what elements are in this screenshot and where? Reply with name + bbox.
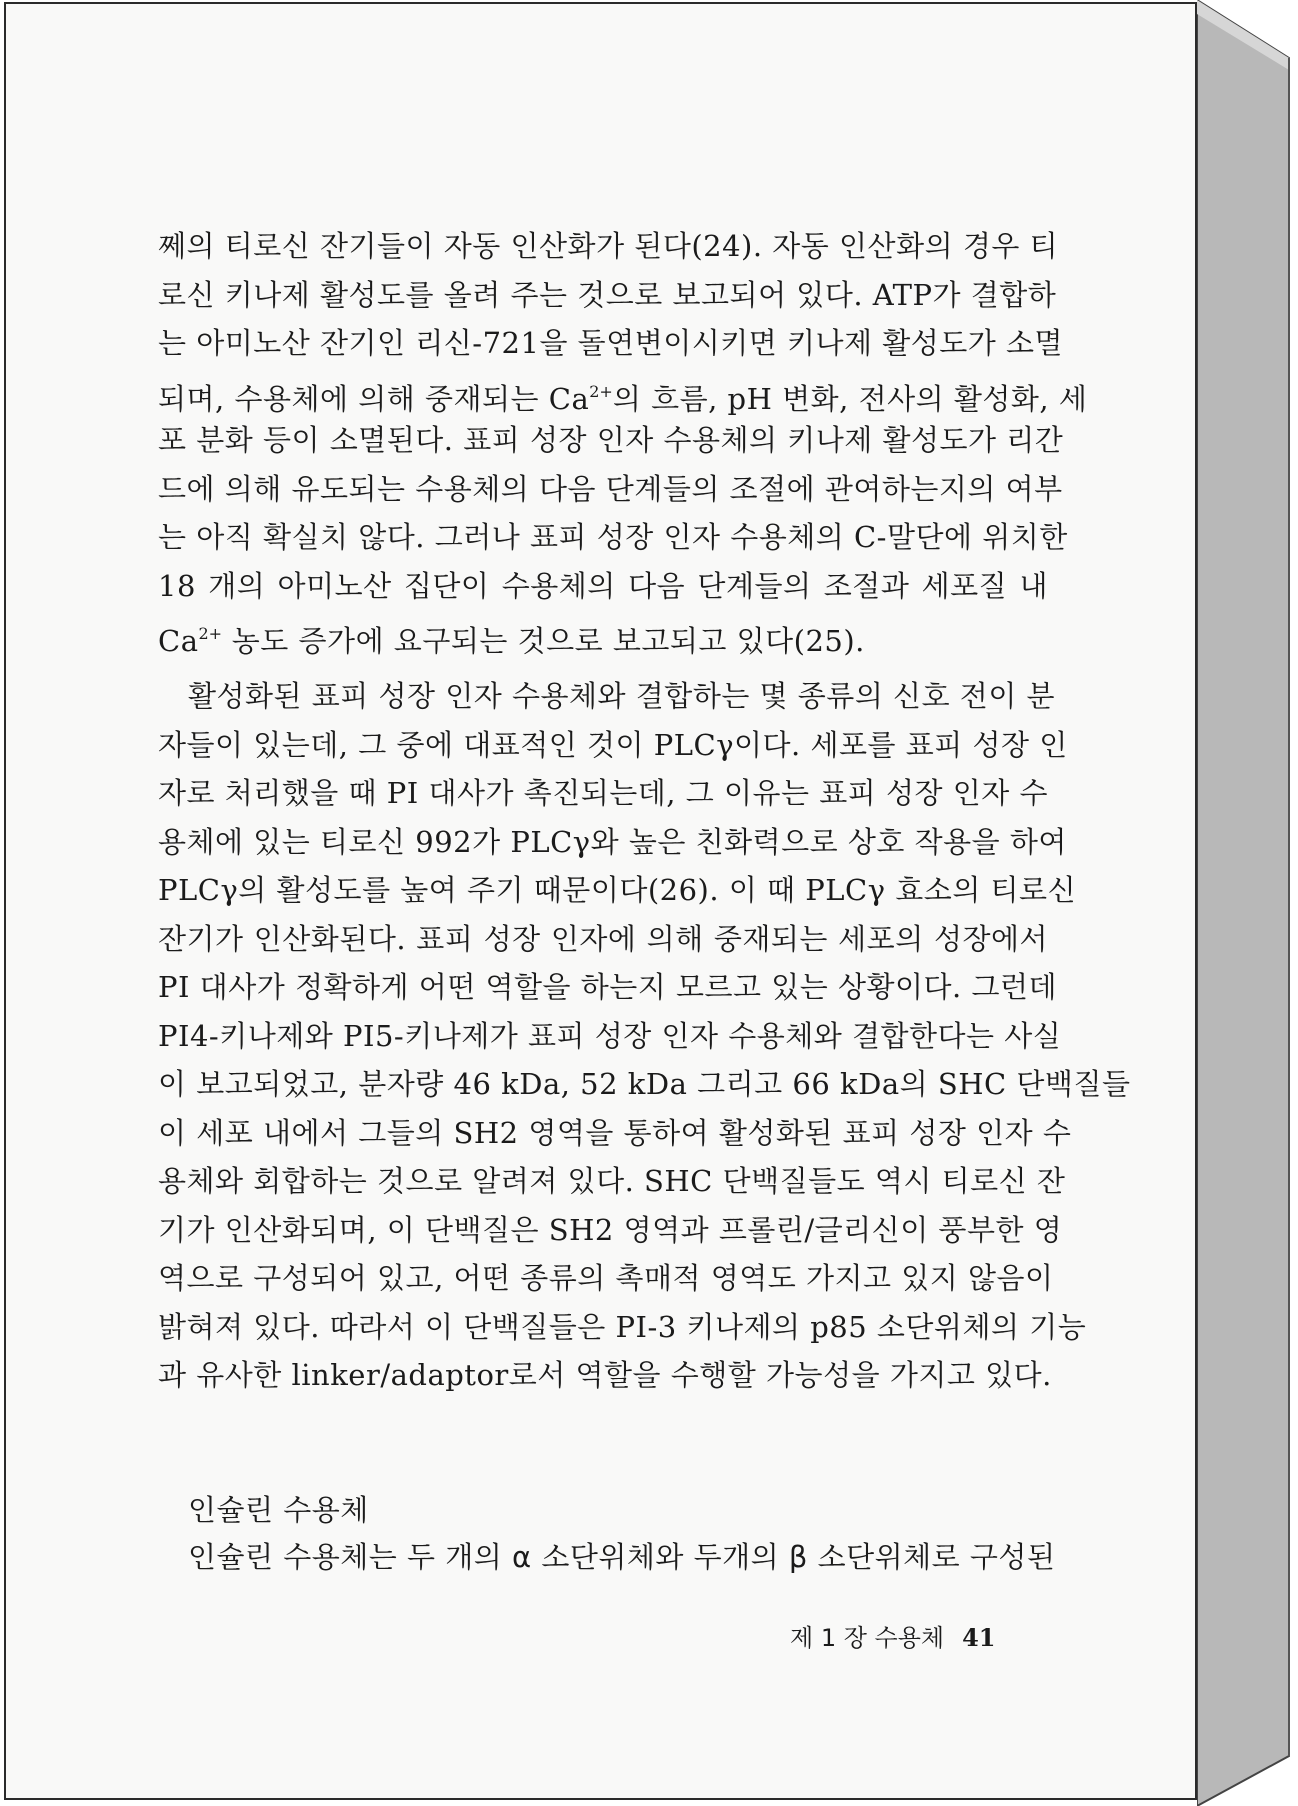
text-line: 잔기가 인산화된다. 표피 성장 인자에 의해 중재되는 세포의 성장에서	[158, 921, 1048, 956]
text-line: 드에 의해 유도되는 수용체의 다음 단계들의 조절에 관여하는지의 여부	[158, 471, 1063, 506]
chapter-label: 제 1 장 수용체	[790, 1624, 945, 1652]
text-line: 로신 키나제 활성도를 올려 주는 것으로 보고되어 있다. ATP가 결합하	[158, 277, 1057, 312]
section-heading: 인슐린 수용체	[188, 1493, 369, 1527]
text-line: 기가 인산화되며, 이 단백질은 SH2 영역과 프롤린/글리신이 풍부한 영	[158, 1212, 1063, 1247]
superscript: 2+	[589, 381, 613, 401]
text-line: 역으로 구성되어 있고, 어떤 종류의 촉매적 영역도 가지고 있지 않음이	[158, 1261, 1054, 1295]
text-line: 활성화된 표피 성장 인자 수용체와 결합하는 몇 종류의 신호 전이 분	[188, 679, 1056, 713]
text-line: 용체와 회합하는 것으로 알려져 있다. SHC 단백질들도 역시 티로신 잔	[158, 1164, 1066, 1198]
text-line: PLCγ의 활성도를 높여 주기 때문이다(26). 이 때 PLCγ 효소의 티로신	[158, 873, 1077, 907]
text-line: 18 개의 아미노산 집단이 수용체의 다음 단계들의 조절과 세포질 내	[158, 568, 1048, 603]
text-segment: 농도 증가에 요구되는 것으로 보고되고 있다(25).	[222, 624, 865, 658]
text-line: 용체에 있는 티로신 992가 PLCγ와 높은 친화력으로 상호 작용을 하여	[158, 824, 1067, 859]
text-line: 과 유사한 linker/adaptor로서 역할을 수행할 가능성을 가지고 있다.	[158, 1358, 1052, 1392]
text-line: 는 아직 확실치 않다. 그러나 표피 성장 인자 수용체의 C-말단에 위치한	[158, 520, 1068, 554]
text-line: 쩨의 티로신 잔기들이 자동 인산화가 된다(24). 자동 인산화의 경우 티	[158, 229, 1059, 263]
text-line: 이 보고되었고, 분자량 46 kDa, 52 kDa 그리고 66 kDa의 SHC 단백질들	[158, 1067, 1131, 1101]
text-segment: 되며, 수용체에 의해 중재되는 Ca	[158, 381, 590, 416]
page-number: 41	[962, 1623, 996, 1652]
section-first-line: 인슐린 수용체는 두 개의 α 소단위체와 두개의 β 소단위체로 구성된	[188, 1540, 1056, 1574]
text-segment: Ca	[158, 624, 199, 658]
superscript: 2+	[198, 624, 223, 643]
text-line: PI4-키나제와 PI5-키나제가 표피 성장 인자 수용체와 결합한다는 사실	[158, 1018, 1062, 1053]
text-line: 는 아미노산 잔기인 리신-721을 돌연변이시키면 키나제 활성도가 소멸	[158, 326, 1064, 360]
paragraph-2	[158, 672, 1131, 1400]
text-line: 이 세포 내에서 그들의 SH2 영역을 통하여 활성화된 표피 성장 인자 수	[158, 1115, 1072, 1150]
text-line: 밝혀져 있다. 따라서 이 단백질들은 PI-3 키나제의 p85 소단위체의 기능	[158, 1309, 1087, 1344]
text-line: 자들이 있는데, 그 중에 대표적인 것이 PLCγ이다. 세포를 표피 성장 인	[158, 727, 1068, 762]
text-line: 자로 처리했을 때 PI 대사가 촉진되는데, 그 이유는 표피 성장 인자 수	[158, 776, 1048, 810]
text-line: PI 대사가 정확하게 어떤 역할을 하는지 모르고 있는 상황이다. 그런데	[158, 970, 1058, 1004]
text-line: 포 분화 등이 소멸된다. 표피 성장 인자 수용체의 키나제 활성도가 리간	[158, 423, 1064, 457]
book-edge	[1197, 0, 1298, 1806]
text-line	[158, 610, 1048, 659]
paragraph-1	[158, 222, 1088, 659]
text-segment: 의 흐름, pH 변화, 전사의 활성화, 세	[612, 381, 1088, 416]
text-line	[158, 368, 1088, 417]
page-footer	[790, 1618, 1020, 1658]
